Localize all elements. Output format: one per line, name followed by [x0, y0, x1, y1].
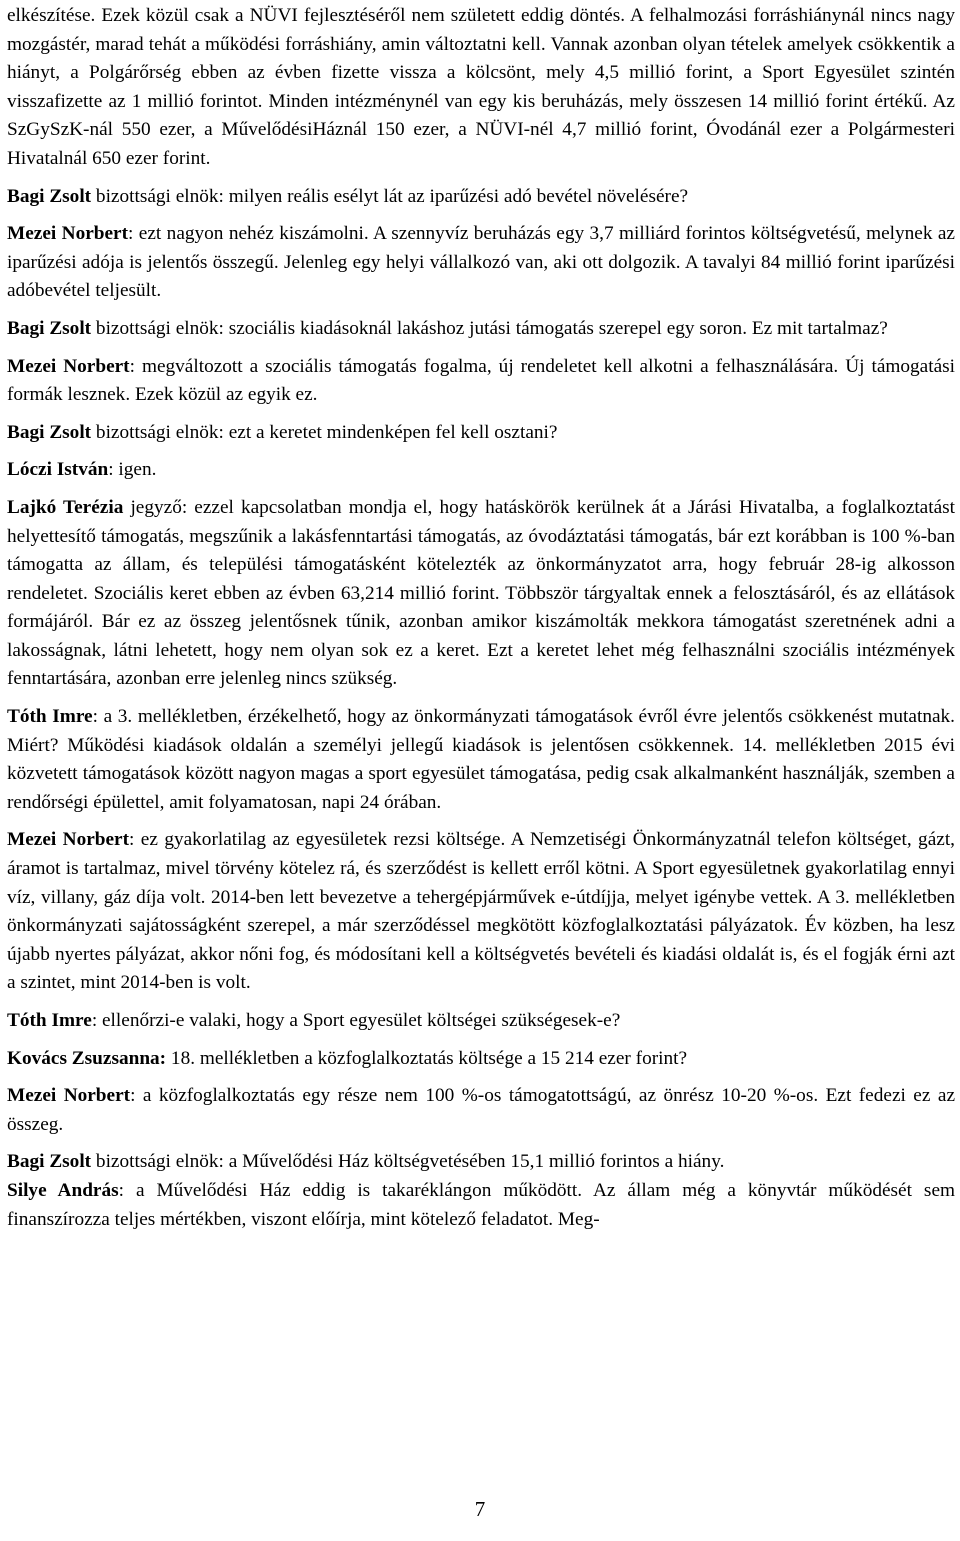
paragraph-kovacs-question	[7, 1045, 955, 1074]
speaker-name: Silye András	[7, 1179, 119, 1201]
speaker-name: Lajkó Terézia	[7, 496, 124, 518]
paragraph-text: 18. mellékletben a közfoglalkoztatás költsége a 15 214 ezer forint?	[166, 1047, 688, 1069]
paragraph-text: : a Művelődési Ház eddig is takaréklángon működött. Az állam még a könyvtár működését sem finanszírozza teljes mértékben, viszont előírja, mint kötelező feladatot. Meg-	[7, 1179, 955, 1230]
paragraph-mezei-answer-3	[7, 826, 955, 998]
paragraph-toth-question-1	[7, 703, 955, 817]
paragraph-text: : a 3. mellékletben, érzékelhető, hogy az önkormányzati támogatások évről évre jelentős csökkenést mutatnak. Miért? Működési kiadások oldalán a személyi jellegű kiadások is jelentősen csökkennek. 14. mellékletben 2015 évi közvetett támogatások között nagyon magas a sport egyesület támogatása, pedig csak alkalmanként használják, szemben a rendőrségi épülettel, amit folyamatosan, napi 24 órában.	[7, 706, 955, 813]
paragraph-text: elkészítése. Ezek közül csak a NÜVI fejlesztéséről nem született eddig döntés. A felhalmozási forráshiánynál nincs nagy mozgástér, marad tehát a működési forráshiány, amin változtatni kell. Vannak azonban olyan tételek amelyek csökkentik a hiányt, a Polgárőrség ebben az évben fizette vissza a kölcsönt, mely 4,5 millió forint, a Sport Egyesület szintén visszafizette az 1 millió forintot. Minden intézménynél van egy kis beruházás, mely összesen 14 millió forint értékű. Az SzGySzK-nál 550 ezer, a MűvelődésiHáznál 150 ezer, a NÜVI-nél 4,7 millió forint, Óvodánál ezer a Polgármesteri Hivatalnál 650 ezer forint.	[7, 5, 955, 169]
paragraph-lajko-statement	[7, 494, 955, 694]
paragraph-text: bizottsági elnök: ezt a keretet mindenképen fel kell osztani?	[91, 421, 558, 443]
speaker-name: Mezei Norbert	[7, 1085, 131, 1107]
paragraph-text: : a közfoglalkoztatás egy része nem 100 %-os támogatottságú, az önrész 10-20 %-os. Ezt fedezi ez az összeg.	[7, 1085, 956, 1135]
paragraph-loczi-answer	[7, 456, 955, 485]
paragraph-text: bizottsági elnök: szociális kiadásoknál lakáshoz jutási támogatás szerepel egy soron. Ez mit tartalmaz?	[91, 317, 888, 339]
speaker-name: Lóczi István	[7, 459, 109, 481]
speaker-name: Tóth Imre	[7, 1010, 92, 1031]
document-page	[7, 2, 955, 1243]
speaker-name: Bagi Zsolt	[7, 421, 92, 443]
speaker-name: Bagi Zsolt	[7, 317, 92, 339]
speaker-name: Mezei Norbert	[7, 223, 129, 245]
paragraph-mezei-answer-1	[7, 220, 955, 306]
paragraph-mezei-answer-2	[7, 353, 955, 410]
page-number: 7	[474, 1497, 486, 1521]
paragraph-budget-intro	[7, 2, 955, 174]
paragraph-bagi-statement	[7, 1148, 955, 1177]
paragraph-bagi-question-1	[7, 183, 955, 212]
paragraph-text: : ez gyakorlatilag az egyesületek rezsi költsége. A Nemzetiségi Önkormányzatnál telefon költséget, gázt, áramot is tartalmaz, mivel törvény kötelez rá, és szerződést is kellett erről kötni. A Sport egyesületnek gyakorlatilag ennyi víz, villany, gáz díja volt. 2014-ben lett bevezetve a tehergépjárművek e-útdíjja, melyet igénybe vettek. A 3. mellékletben önkormányzati sajátosságként szerepel, a már szerződéssel megkötött közfoglalkoztatási pályázatok. Év közben, ha lesz újabb nyertes pályázat, akkor nőni fog, és módosítani kell a költségvetés bevételi és kiadási oldalát is, és el fogják érni azt a szintet, mint 2014-ben is volt.	[7, 829, 955, 994]
speaker-name: Mezei Norbert	[7, 829, 130, 851]
paragraph-mezei-answer-4	[7, 1082, 955, 1139]
paragraph-toth-question-2	[7, 1007, 955, 1036]
paragraph-silye-statement	[7, 1177, 955, 1234]
paragraph-text: jegyző: ezzel kapcsolatban mondja el, hogy hatáskörök kerülnek át a Járási Hivatalba, a foglalkoztatást helyettesítő támogatás, megszűnik a lakásfenntartási támogatás, az óvodáztatási támogatás, bár ezt korábban is 100 %-ban támogatta az állam, és települési támogatásként kötelezték az önkormányzatot arra, hogy február 28-ig alkosson rendeletet. Szociális keret ebben az évben 63,214 millió forint. Többször tárgyaltak ennek a felosztásáról, és az ellátások formájáról. Bár ez az összeg jelentősnek tűnik, azonban amikor kiszámolták mekkora támogatást szeretnének adni a lakosságnak, látni lehetett, hogy nem olyan sok ez a keret. Ezt a keretet lehet még felhasználni szociális intézmények fenntartására, azonban erre jelenleg nincs szükség.	[7, 496, 956, 690]
paragraph-text: : ezt nagyon nehéz kiszámolni. A szennyvíz beruházás egy 3,7 milliárd forintos költségvetésű, melynek az iparűzési adója is jelentős összegű. Jelenleg egy helyi vállalkozó van, aki ott dolgozik. A tavalyi 84 millió forint iparűzési adóbevétel teljesült.	[7, 223, 955, 302]
paragraph-text: : igen.	[108, 459, 157, 481]
speaker-name: Bagi Zsolt	[7, 1151, 92, 1173]
paragraph-text: : ellenőrzi-e valaki, hogy a Sport egyesület költségei szükségesek-e?	[91, 1010, 621, 1031]
paragraph-text: : megváltozott a szociális támogatás fogalma, új rendeletet kell alkotni a felhasználására. Új támogatási formák lesznek. Ezek közül az egyik ez.	[7, 355, 955, 406]
speaker-name: Tóth Imre	[7, 706, 93, 728]
speaker-name: Mezei Norbert	[7, 355, 130, 377]
paragraph-bagi-question-3	[7, 419, 955, 448]
paragraph-text: bizottsági elnök: milyen reális esélyt lát az iparűzési adó bevétel növelésére?	[91, 185, 689, 207]
speaker-name: Bagi Zsolt	[7, 185, 92, 207]
paragraph-bagi-question-2	[7, 315, 955, 344]
paragraph-text: bizottsági elnök: a Művelődési Ház költségvetésében 15,1 millió forintos a hiány.	[91, 1151, 725, 1173]
speaker-name: Kovács Zsuzsanna:	[7, 1047, 167, 1069]
